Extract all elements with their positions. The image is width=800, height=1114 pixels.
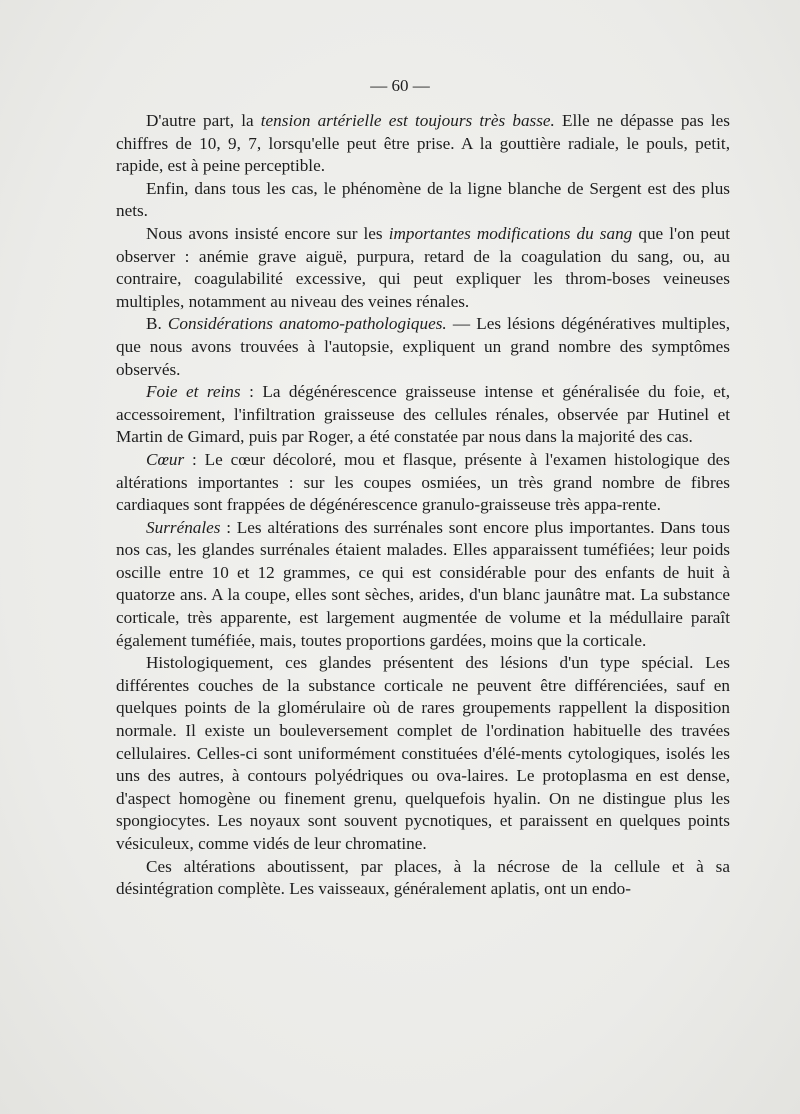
italic-segment: Considérations anatomo-pathologiques.: [167, 314, 447, 334]
text-segment: — Les lésions dégénératives multiples, que nous avons trouvées à l'autopsie, expliquent un grand nombre des symptômes observés.: [116, 314, 730, 379]
italic-segment: tension artérielle est toujours très basse.: [260, 111, 555, 130]
italic-segment: Cœur: [146, 449, 185, 469]
text-segment: Nous avons insisté encore sur les: [146, 223, 389, 243]
paragraph-liver-kidneys: [116, 381, 730, 449]
text-segment: : La dégénérescence graisseuse intense et généralisée du foie, et, accessoirement, l'infiltration graisseuse des cellules rénales, observée par Hutinel et Martin de Gimard, puis par Roger, a été constatée par nous dans la majorité des cas.: [116, 382, 730, 447]
italic-segment: Surrénales: [146, 517, 221, 537]
text-segment: : Le cœur décoloré, mou et flasque, présente à l'examen histologique des altérations importantes : sur les coupes osmiées, un très grand nombre de fibres cardiaques sont frappées de dégénérescence granulo-graisseuse très appa-rente.: [116, 449, 730, 515]
text-segment: que l'on peut observer : anémie grave aiguë, purpura, retard de la coagulation du sang, ou, au contraire, coagulabilité excessive, qui peut expliquer les throm-boses veineuses multiples, notamment au niveau des veines rénales.: [116, 223, 730, 311]
paragraph-blood-modifications: [116, 223, 730, 313]
paragraph-white-line: [116, 178, 730, 223]
text-segment: D'autre part, la: [146, 111, 261, 130]
paragraph-adrenals: [116, 517, 730, 653]
text-segment: B.: [146, 314, 168, 334]
text-segment: Enfin, dans tous les cas, le phénomène de la ligne blanche de Sergent est des plus nets.: [116, 178, 730, 221]
text-segment: Elle ne dépasse pas les chiffres de 10, 9, 7, lorsqu'elle peut être prise. A la gouttière radiale, le pouls, petit, rapide, est à peine perceptible.: [116, 111, 730, 176]
paragraph-arterial-tension: [116, 110, 730, 178]
italic-segment: importantes modifications du sang: [388, 223, 633, 243]
text-segment: Ces altérations aboutissent, par places, à la nécrose de la cellule et à sa désintégration complète. Les vaisseaux, généralement aplatis, ont un endo-: [116, 856, 730, 899]
paragraph-heart: [116, 449, 730, 517]
paragraph-anatomo-pathology: [116, 313, 730, 381]
italic-segment: Foie et reins: [146, 382, 241, 402]
paragraph-histology: [116, 652, 730, 855]
text-segment: : Les altérations des surrénales sont encore plus importantes. Dans tous nos cas, les glandes surrénales étaient malades. Elles apparaissent tuméfiées; leur poids oscille entre 10 et 12 grammes, ce qui est considérable pour des enfants de huit à quatorze ans. A la coupe, elles sont sèches, arides, d'un blanc jaunâtre mat. La substance corticale, très apparente, est largement augmentée de volume et la médullaire paraît également tuméfiée, mais, toutes proportions gardées, moins que la corticale.: [116, 517, 730, 650]
text-segment: Histologiquement, ces glandes présentent des lésions d'un type spécial. Les différentes couches de la substance corticale ne peuvent être différenciées, sauf en quelques points de la glomérulaire où de rares groupements rappellent la disposition normale. Il existe un bouleversement complet de l'ordination habituelle des travées cellulaires. Celles-ci sont uniformément constituées d'élé-ments cytologiques, isolés les uns des autres, à contours polyédriques ou ova-laires. Le protoplasma en est dense, d'aspect homogène ou finement grenu, quelquefois hyalin. On ne distingue plus les spongiocytes. Les noyaux sont souvent pycnotiques, et paraissent en quelques points vésiculeux, comme vidés de leur chromatine.: [116, 653, 730, 853]
paragraph-necrosis: [116, 856, 730, 901]
body-text: [116, 110, 730, 901]
page-number: — 60 —: [370, 76, 430, 95]
